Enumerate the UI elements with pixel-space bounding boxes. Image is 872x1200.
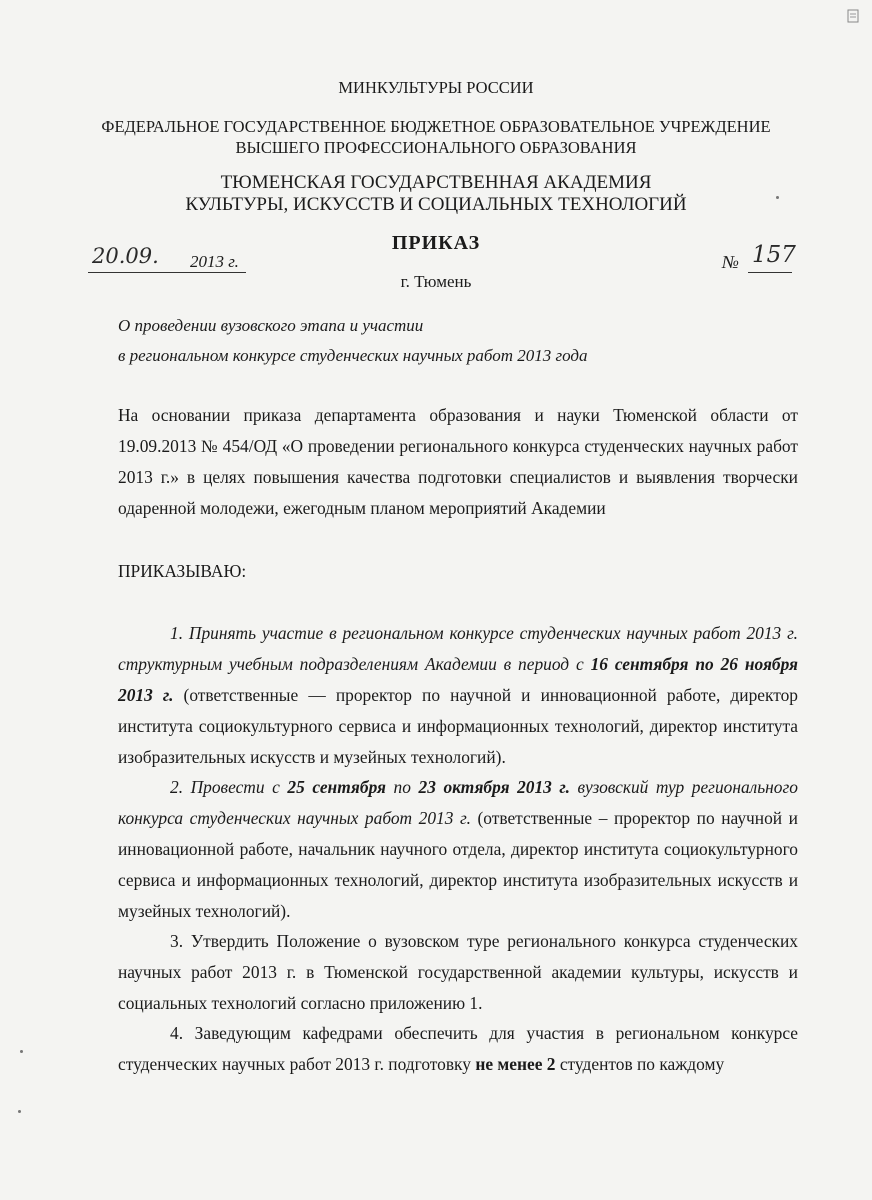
basis-paragraph: На основании приказа департамента образования и науки Тюменской области от 19.09.2013 № 454/ОД «О проведении регионального конкурса студенческих научных работ 2013 г.» в целях повышения качества подготовки специалистов и выявления творчески одаренной молодежи, ежегодным планом мероприятий Академии [118, 405, 798, 518]
order-number-handwritten: 157 [752, 242, 796, 268]
order-date-handwritten: 20.09. [92, 244, 159, 268]
page-corner-mark-icon [846, 8, 860, 24]
order-city: г. Тюмень [400, 272, 472, 291]
institution-heading [0, 116, 872, 158]
subject-line-1: О проведении вузовского этапа и участии [118, 316, 424, 335]
item-2-italic-b: по [386, 777, 419, 797]
item-1-italic: 1. Принять участие в региональном конкурсе студенческих научных работ 2013 г. структурным учебным подразделениям Академии в период с [118, 623, 798, 674]
item-2-responsible: (ответственные – проректор по научной и инновационной работе, начальник научного отдела, директор института социокультурного сервиса и информационных технологий, директор института изобразительных искусств и музейных технологий). [118, 808, 798, 921]
institution-line-1: ФЕДЕРАЛЬНОЕ ГОСУДАРСТВЕННОЕ БЮДЖЕТНОЕ ОБРАЗОВАТЕЛЬНОЕ УЧРЕЖДЕНИЕ [101, 117, 771, 136]
ministry-heading: МИНКУЛЬТУРЫ РОССИИ [338, 78, 534, 97]
order-word: ПРИКАЗЫВАЮ: [118, 561, 247, 581]
subject-line-2: в региональном конкурсе студенческих научных работ 2013 года [118, 346, 588, 365]
order-item-1 [118, 618, 798, 773]
academy-line-2: КУЛЬТУРЫ, ИСКУССТВ И СОЦИАЛЬНЫХ ТЕХНОЛОГИЙ [185, 194, 687, 215]
order-date-year: 2013 г. [190, 252, 239, 271]
item-4-text-b: студентов по каждому [555, 1054, 725, 1074]
item-2-italic-c: вузовский тур регионального конкурса студенческих научных работ 2013 г. [118, 777, 798, 828]
item-2-italic-a: 2. Провести с [170, 777, 288, 797]
item-1-dates: 16 сентября по 26 ноября 2013 г. [118, 654, 799, 705]
item-2-end-date: 23 октября 2013 г. [418, 777, 570, 797]
academy-heading [0, 172, 872, 216]
item-4-text-a: 4. Заведующим кафедрами обеспечить для участия в региональном конкурсе студенческих научных работ 2013 г. подготовку [118, 1023, 798, 1074]
order-number-label: № [722, 252, 739, 272]
order-item-4 [118, 1018, 798, 1080]
institution-line-2: ВЫСШЕГО ПРОФЕССИОНАЛЬНОГО ОБРАЗОВАНИЯ [235, 138, 637, 157]
order-title: ПРИКАЗ [391, 232, 481, 254]
academy-line-1: ТЮМЕНСКАЯ ГОСУДАРСТВЕННАЯ АКАДЕМИЯ [220, 172, 652, 193]
scan-speck [776, 196, 779, 199]
order-item-3: 3. Утвердить Положение о вузовском туре регионального конкурса студенческих научных работ 2013 г. в Тюменской государственной академии культуры, искусств и социальных технологий согласно приложению 1. [118, 931, 798, 1013]
item-2-start-date: 25 сентября [287, 777, 386, 797]
scan-speck [20, 1050, 23, 1053]
scan-speck [18, 1110, 21, 1113]
item-4-min-count: не менее 2 [475, 1054, 556, 1074]
item-1-responsible: (ответственные — проректор по научной и инновационной работе, директор института социокультурного сервиса и информационных технологий, директор института изобразительных искусств и музейных технологий). [118, 685, 798, 767]
order-item-2 [118, 772, 798, 927]
